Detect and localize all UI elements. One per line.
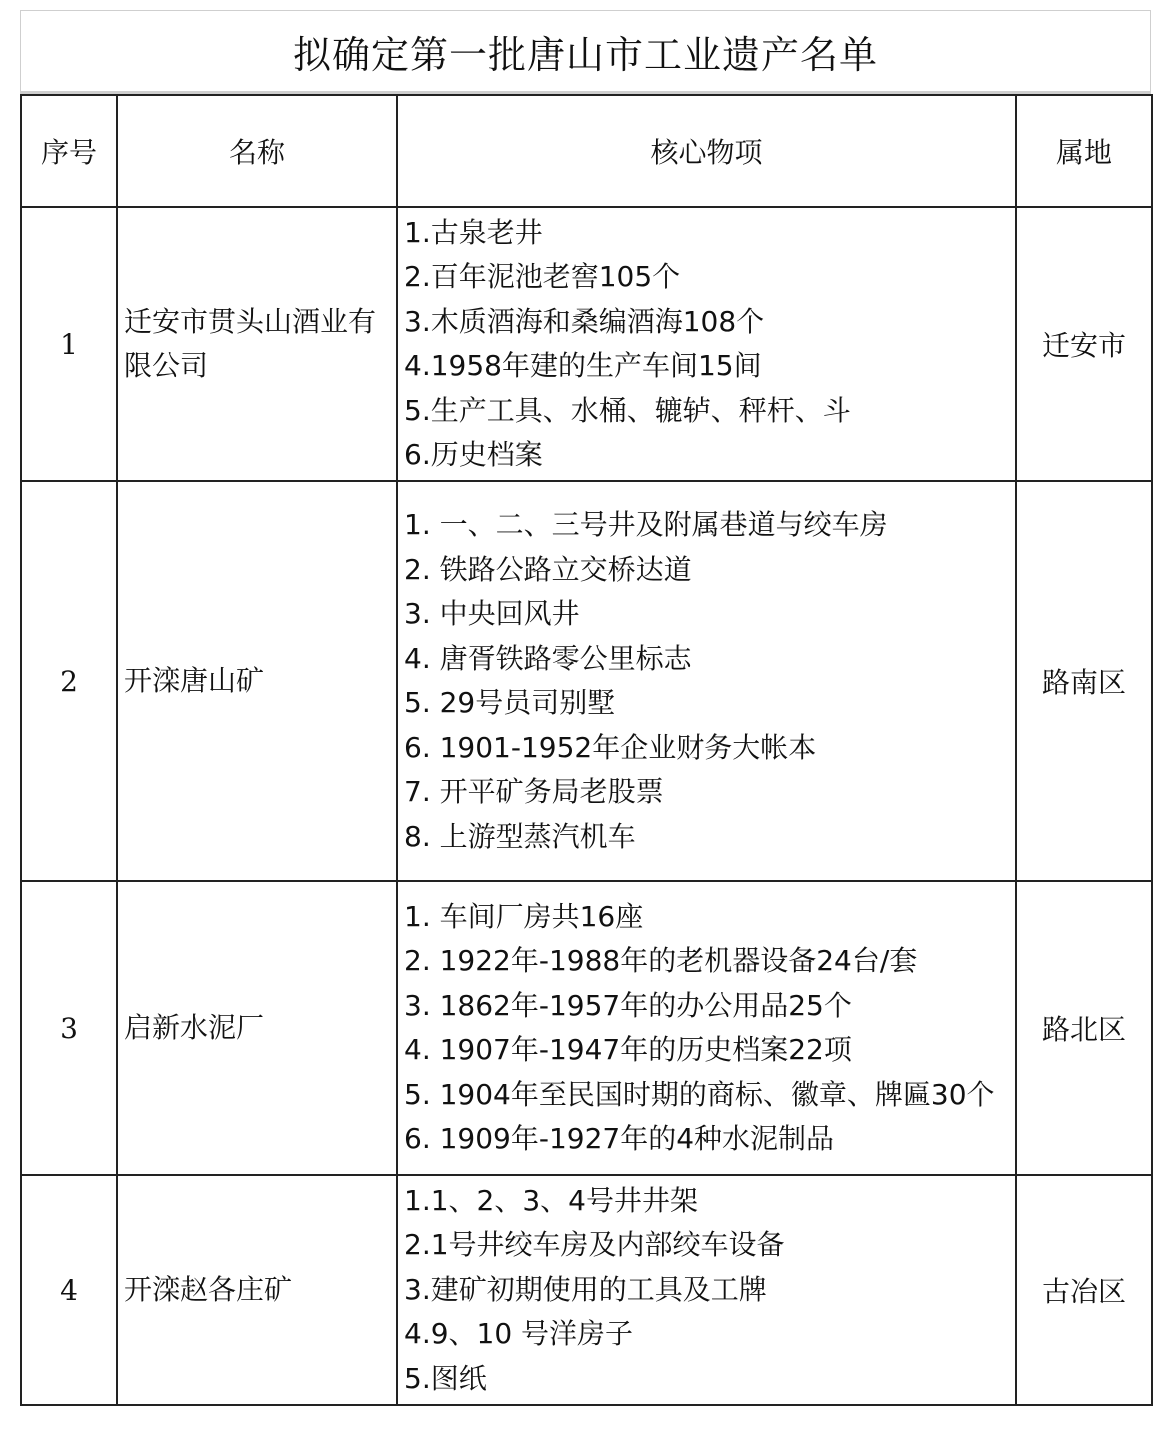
list-item: 1. 一、二、三号井及附属巷道与绞车房 xyxy=(404,508,888,541)
list-item: 1.1、2、3、4号井井架 xyxy=(404,1183,698,1217)
list-item: 6. 1901-1952年企业财务大帐本 xyxy=(404,730,817,764)
list-item: 2.百年泥池老窖105个 xyxy=(404,260,681,293)
row-index: 3 xyxy=(21,881,117,1175)
table-row xyxy=(21,481,1152,881)
list-item: 6.历史档案 xyxy=(404,438,543,471)
row-index: 1 xyxy=(21,207,117,481)
list-item: 4.1958年建的生产车间15间 xyxy=(404,349,762,382)
list-item: 2. 1922年-1988年的老机器设备24台/套 xyxy=(404,944,918,977)
table-row xyxy=(21,207,1152,481)
header-location: 属地 xyxy=(1016,95,1152,207)
header-index: 序号 xyxy=(21,95,117,207)
list-item: 1.古泉老井 xyxy=(404,215,543,249)
list-item: 2. 铁路公路立交桥达道 xyxy=(404,552,692,586)
row-index: 2 xyxy=(21,481,117,881)
list-item: 3. 1862年-1957年的办公用品25个 xyxy=(404,988,852,1022)
row-items xyxy=(397,207,1016,481)
table-row xyxy=(21,1175,1152,1405)
list-item: 4. 1907年-1947年的历史档案22项 xyxy=(404,1033,852,1066)
row-name: 迁安市贯头山酒业有限公司 xyxy=(117,207,397,481)
row-location: 路北区 xyxy=(1016,881,1152,1175)
list-item: 6. 1909年-1927年的4种水泥制品 xyxy=(404,1122,835,1155)
list-item: 1. 车间厂房共16座 xyxy=(404,899,644,933)
row-items xyxy=(397,1175,1016,1405)
heritage-list-sheet xyxy=(20,10,1151,1406)
list-item: 2.1号井绞车房及内部绞车设备 xyxy=(404,1228,785,1262)
list-item: 3.建矿初期使用的工具及工牌 xyxy=(404,1272,767,1306)
row-name: 启新水泥厂 xyxy=(117,881,397,1175)
list-item: 5. 1904年至民国时期的商标、徽章、牌匾30个 xyxy=(404,1077,995,1111)
heritage-table xyxy=(20,94,1153,1406)
row-name: 开滦赵各庄矿 xyxy=(117,1175,397,1405)
row-location: 迁安市 xyxy=(1016,207,1152,481)
list-item: 5. 29号员司别墅 xyxy=(404,686,616,719)
list-item: 4. 唐胥铁路零公里标志 xyxy=(404,641,692,675)
row-index: 4 xyxy=(21,1175,117,1405)
table-row xyxy=(21,881,1152,1175)
list-item: 5.生产工具、水桶、辘轳、秤杆、斗 xyxy=(404,393,851,427)
header-items: 核心物项 xyxy=(397,95,1016,207)
header-name: 名称 xyxy=(117,95,397,207)
header-row xyxy=(21,95,1152,207)
page-title: 拟确定第一批唐山市工业遗产名单 xyxy=(292,32,878,77)
list-item: 4.9、10 号洋房子 xyxy=(404,1317,634,1351)
title-box xyxy=(20,10,1151,94)
row-name: 开滦唐山矿 xyxy=(117,481,397,881)
row-items xyxy=(397,481,1016,881)
row-location: 古冶区 xyxy=(1016,1175,1152,1405)
list-item: 5.图纸 xyxy=(404,1361,487,1395)
row-items xyxy=(397,881,1016,1175)
list-item: 8. 上游型蒸汽机车 xyxy=(404,819,636,853)
row-location: 路南区 xyxy=(1016,481,1152,881)
list-item: 3. 中央回风井 xyxy=(404,597,580,630)
list-item: 3.木质酒海和桑编酒海108个 xyxy=(404,304,765,338)
list-item: 7. 开平矿务局老股票 xyxy=(404,775,664,808)
